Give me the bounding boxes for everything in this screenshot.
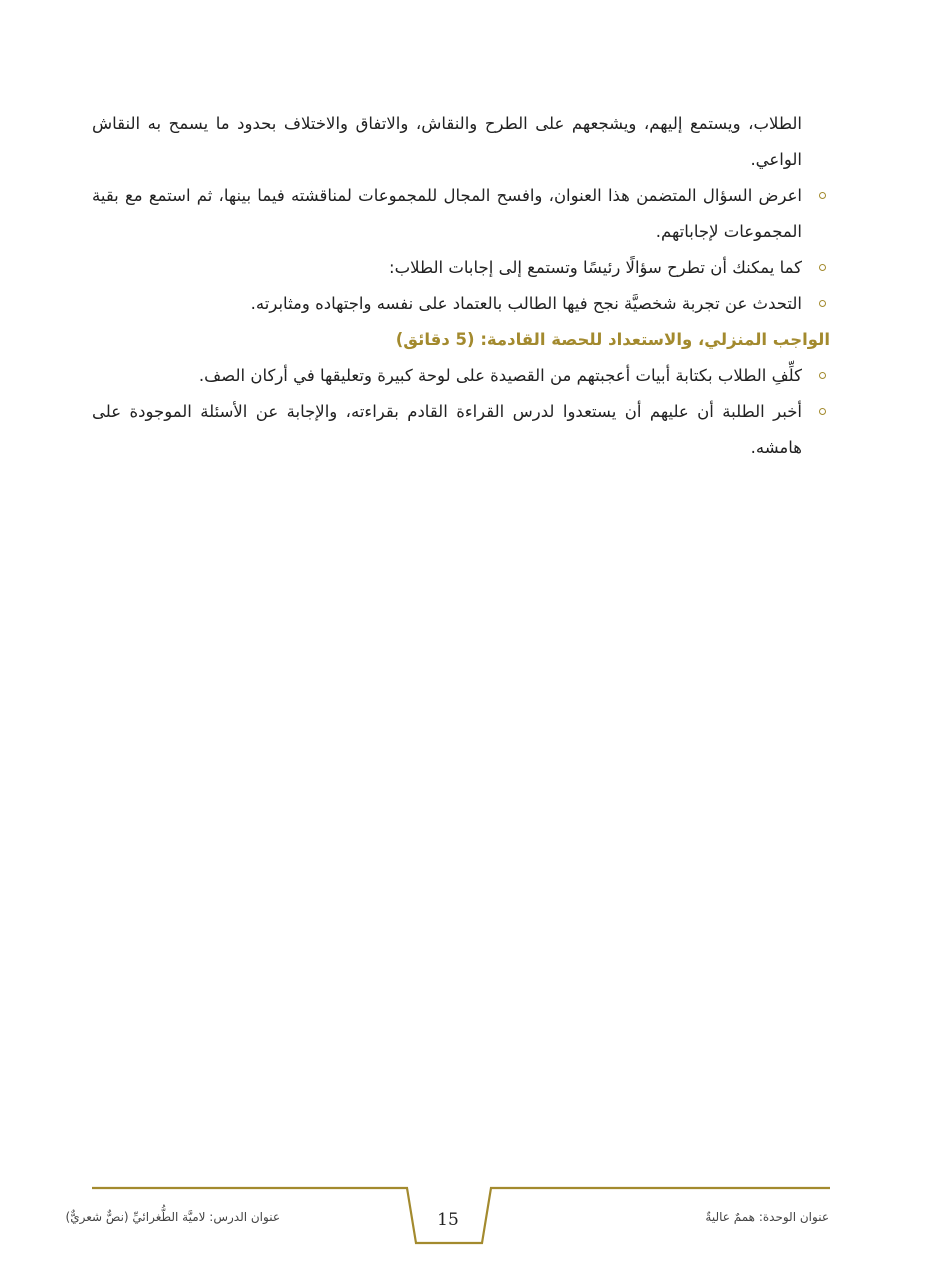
section-heading: الواجب المنزلي، والاستعداد للحصة القادمة: (5 دقائق) (395, 330, 830, 349)
list-item-text: أخبر الطلبة أن عليهم أن يستعدوا لدرس القراءة القادم بقراءته، والإجابة عن الأسئلة الموجودة على هامشه. (92, 402, 802, 457)
unit-title: عنوان الوحدة: هممٌ عاليةٌ (705, 1210, 829, 1224)
list-item-text: كما يمكنك أن تطرح سؤالًا رئيسًا وتستمع إلى إجابات الطلاب: (389, 258, 802, 277)
list-item-text: التحدث عن تجربة شخصيَّة نجح فيها الطالب بالعتماد على نفسه واجتهاده ومثابرته. (250, 294, 802, 313)
lesson-title: عنوان الدرس: لاميَّة الطُّغرائيِّ (نصٌّ شعريٌّ) (65, 1210, 280, 1224)
page-number: 15 (437, 1210, 459, 1230)
list-item-text: كلِّفِ الطلاب بكتابة أبيات أعجبتهم من القصيدة على لوحة كبيرة وتعليقها في أركان الصف. (198, 366, 802, 385)
list-item-text: اعرض السؤال المتضمن هذا العنوان، وافسح المجال للمجموعات لمناقشته فيما بينها، ثم استمع مع بقية المجموعات لإجاباتهم. (92, 186, 802, 241)
continuation-paragraph: الطلاب، ويستمع إليهم، ويشجعهم على الطرح والنقاش، والاتفاق والاختلاف بحدود ما يسمح به النقاش الواعي. (92, 114, 802, 169)
